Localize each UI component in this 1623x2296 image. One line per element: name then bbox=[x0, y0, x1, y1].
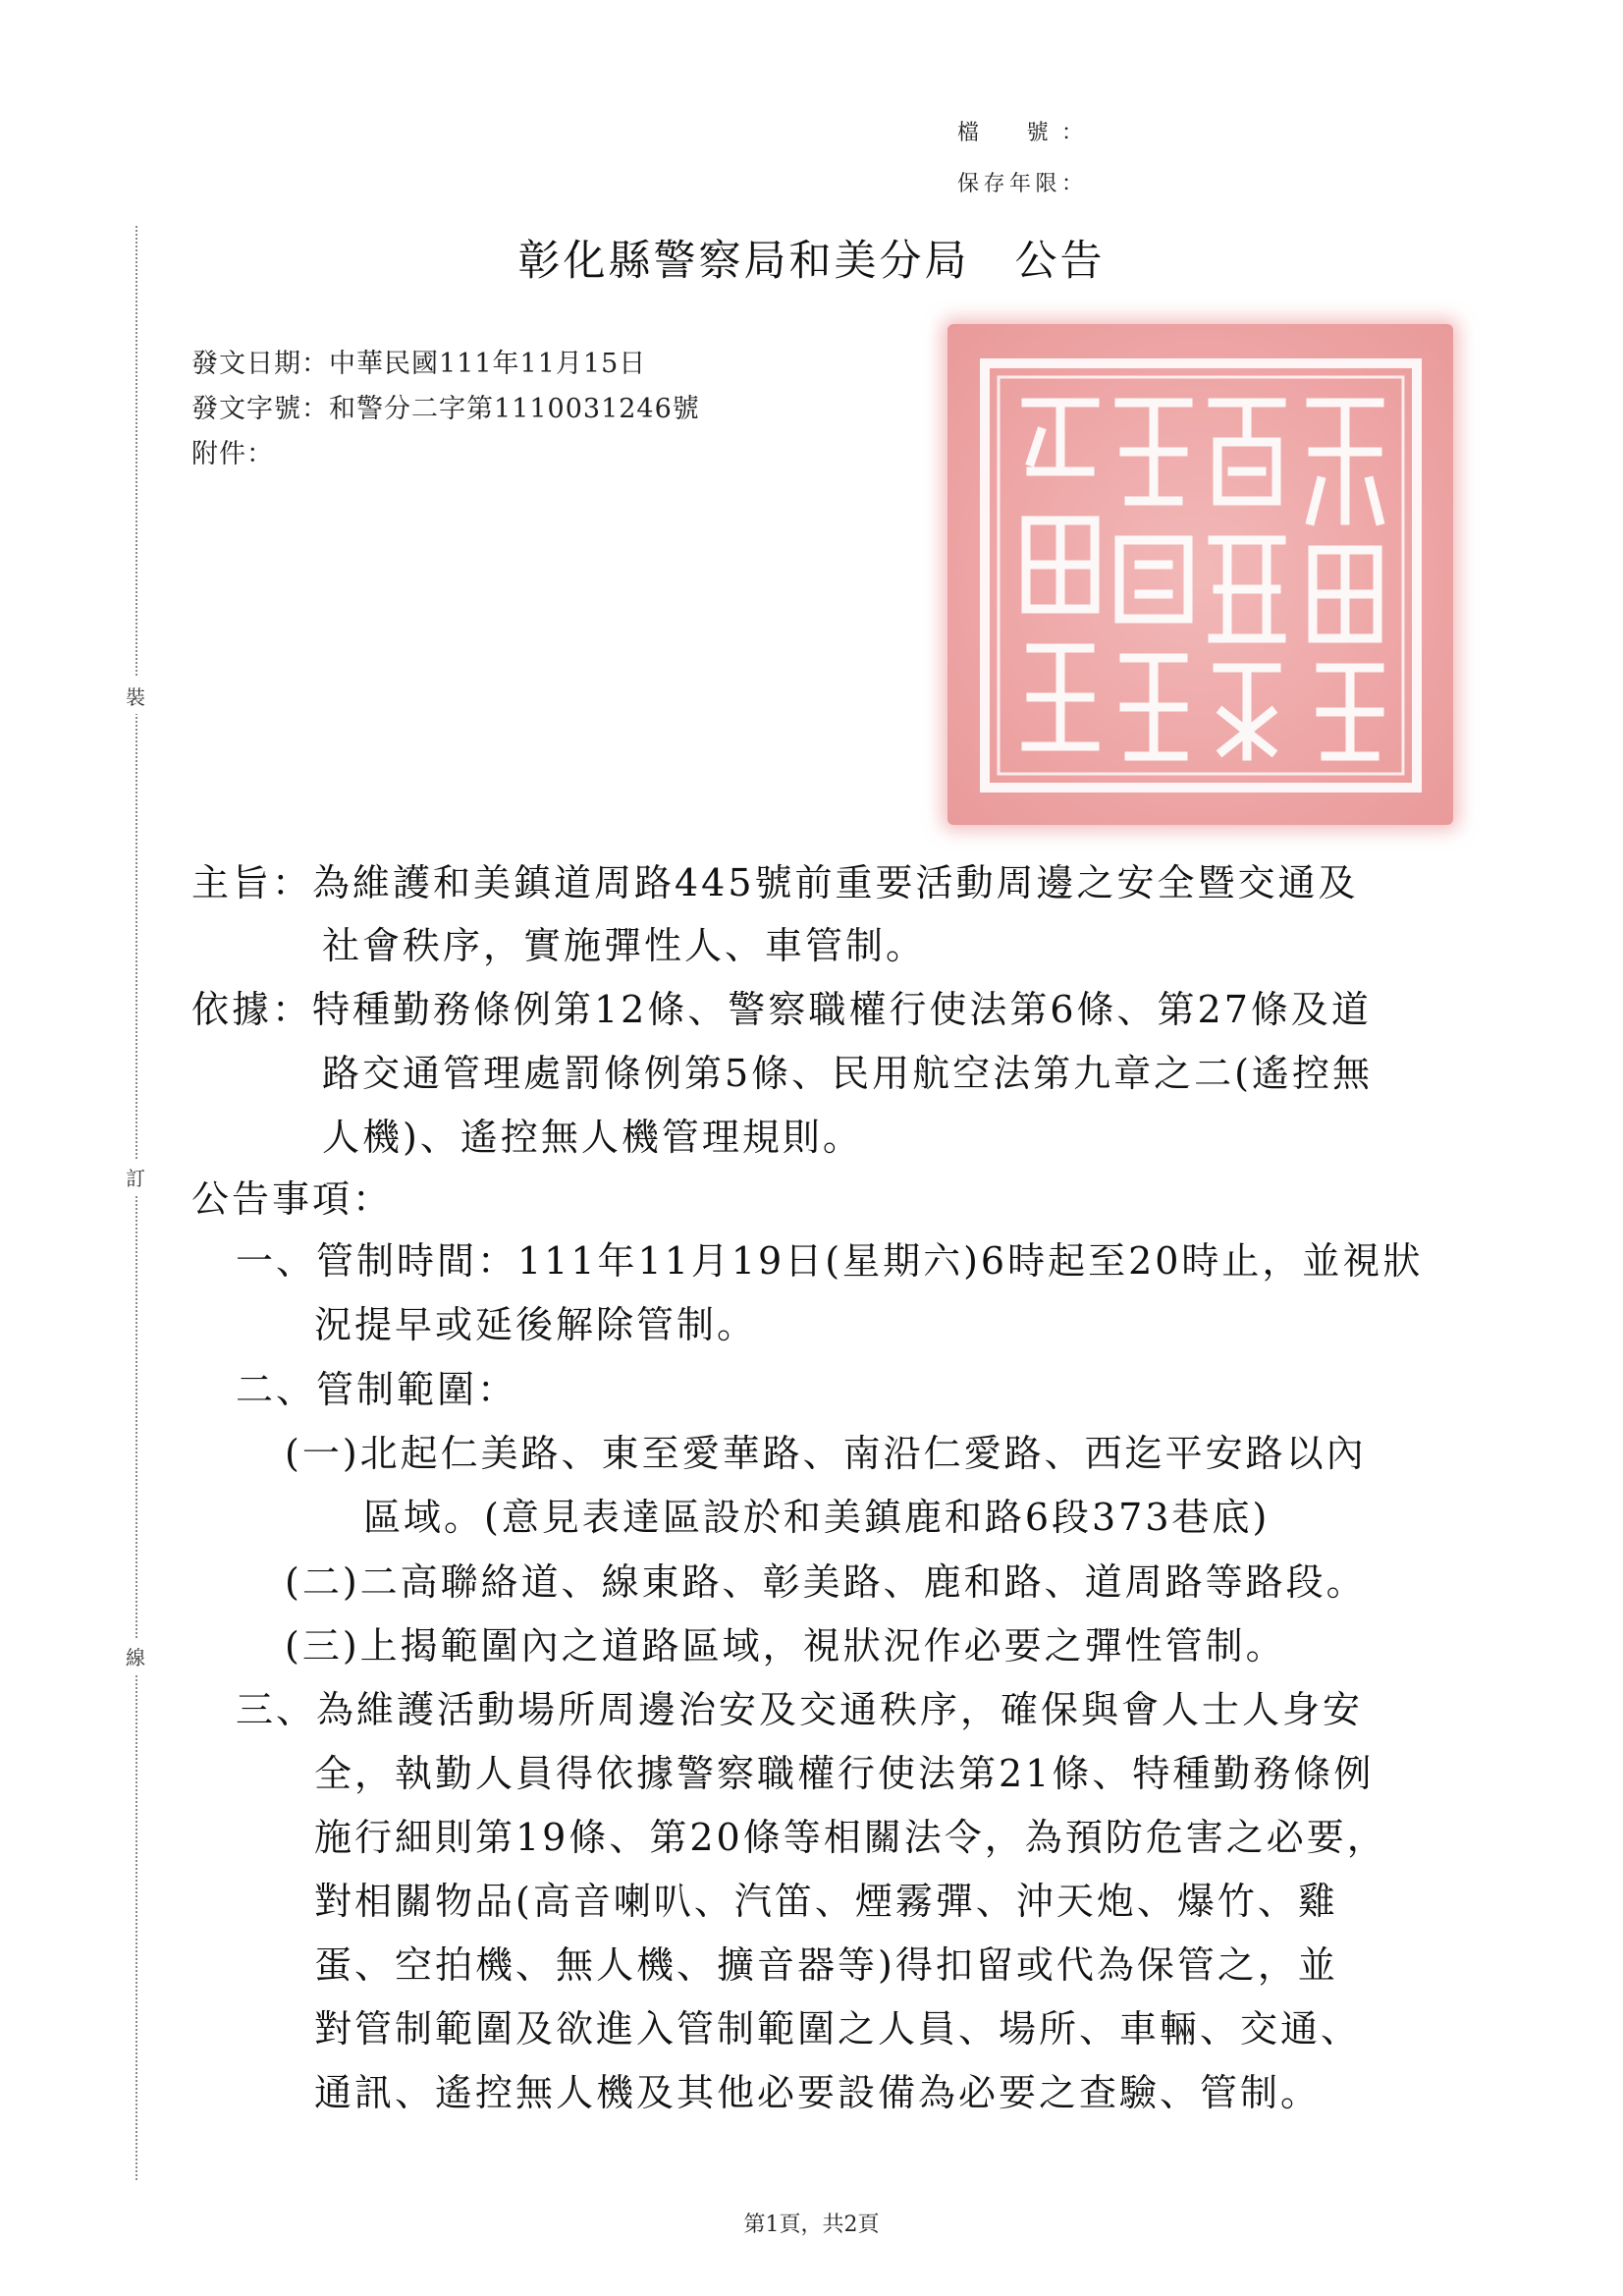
item2-sub1-line-1: (一)北起仁美路、東至愛華路、南沿仁愛路、西迄平安路以內 bbox=[285, 1432, 1367, 1475]
basis-line-2: 路交通管理處罰條例第5條、民用航空法第九章之二(遙控無 bbox=[322, 1052, 1374, 1095]
subject-line-1: 主旨：為維護和美鎮道周路445號前重要活動周邊之安全暨交通及 bbox=[191, 861, 1359, 904]
item1-line-1: 一、管制時間：111年11月19日(星期六)6時起至20時止，並視狀 bbox=[236, 1239, 1424, 1283]
item2-sub1-line-2: 區域。(意見表達區設於和美鎮鹿和路6段373巷底) bbox=[363, 1496, 1271, 1539]
item2-sub3: (三)上揭範圍內之道路區域，視狀況作必要之彈性管制。 bbox=[285, 1624, 1286, 1667]
document-title: 彰化縣警察局和美分局 公告 bbox=[517, 237, 1106, 286]
retention-period-field bbox=[957, 167, 1085, 197]
file-number-field bbox=[957, 116, 1085, 146]
subject-line-2: 社會秩序，實施彈性人、車管制。 bbox=[322, 924, 927, 967]
seal-graphic bbox=[947, 324, 1453, 825]
issue-number: 發文字號：和警分二字第1110031246號 bbox=[191, 394, 700, 424]
item2-sub2: (二)二高聯絡道、線東路、彰美路、鹿和路、道周路等路段。 bbox=[285, 1560, 1367, 1604]
issue-date: 發文日期：中華民國111年11月15日 bbox=[191, 349, 647, 379]
item3-line-2: 全，執勤人員得依據警察職權行使法第21條、特種勤務條例 bbox=[314, 1752, 1375, 1795]
basis-line-1: 依據：特種勤務條例第12條、警察職權行使法第6條、第27條及道 bbox=[191, 988, 1372, 1031]
item3-line-5: 蛋、空拍機、無人機、擴音器等)得扣留或代為保管之，並 bbox=[314, 1943, 1338, 1987]
item3-line-4: 對相關物品(高音喇叭、汽笛、煙霧彈、沖天炮、爆竹、雞 bbox=[314, 1880, 1338, 1923]
binding-mark-ding: 訂 bbox=[116, 1159, 155, 1195]
item3-line-7: 通訊、遙控無人機及其他必要設備為必要之查驗、管制。 bbox=[314, 2071, 1322, 2114]
basis-line-3: 人機)、遙控無人機管理規則。 bbox=[322, 1116, 863, 1159]
binding-mark-zhuang: 裝 bbox=[116, 678, 155, 714]
binding-line bbox=[135, 226, 137, 2180]
item3-line-1: 三、為維護活動場所周邊治安及交通秩序，確保與會人士人身安 bbox=[236, 1688, 1364, 1731]
page-number: 第1頁，共2頁 bbox=[743, 2213, 880, 2237]
item2-heading: 二、管制範圍： bbox=[236, 1368, 518, 1411]
item3-line-6: 對管制範圍及欲進入管制範圍之人員、場所、車輛、交通、 bbox=[314, 2007, 1362, 2050]
file-number-label: 檔 號： bbox=[957, 121, 1085, 145]
notice-heading: 公告事項： bbox=[191, 1177, 394, 1221]
binding-mark-xian: 線 bbox=[116, 1638, 155, 1674]
retention-period-label: 保存年限： bbox=[957, 172, 1085, 196]
item3-line-3: 施行細則第19條、第20條等相關法令，為預防危害之必要， bbox=[314, 1816, 1387, 1859]
official-seal bbox=[947, 324, 1453, 825]
attachment-label: 附件： bbox=[191, 439, 274, 469]
item1-line-2: 況提早或延後解除管制。 bbox=[314, 1303, 758, 1346]
